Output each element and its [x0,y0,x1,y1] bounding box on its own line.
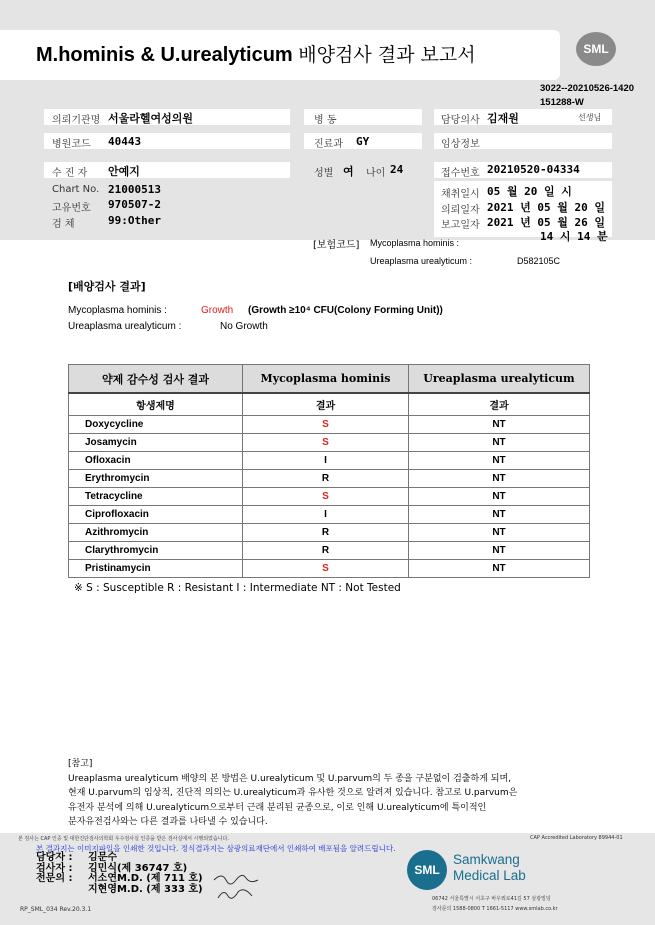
mh-result-cell: S [243,434,409,452]
uu-result-cell: NT [409,470,590,488]
footer-print-notice: 본 결과지는 이미지파일을 인쇄한 것입니다. 정식결과지는 삼광의료재단에서 인쇄하여 배포됨을 알려드립니다. [36,844,396,853]
note-line: 현재 U.parvum의 임상적, 진단적 의의는 U.urealyticum과 유사한 것으로 알려져 있습니다. 참고로 U.parvum은 [68,788,518,798]
report-date-label: 보고일자 [441,220,480,231]
chart-label: Chart No. [52,184,100,195]
drug-name: Josamycin [69,434,243,452]
table-row [69,506,590,524]
chart-value: 21000513 [108,183,161,196]
insurance-mh: Mycoplasma hominis : [370,238,460,248]
report-title: M.hominis & U.urealyticum 배양검사 결과 보고서 [36,44,476,66]
table-row [69,488,590,506]
name-label: 수 진 자 [52,168,88,179]
note-line: Ureaplasma urealyticum 배양의 본 방법은 U.urealyticum 및 U.parvum의 두 종을 구분없이 검출하게 되며, [68,773,511,784]
drug-name: Azithromycin [69,524,243,542]
table-row [69,416,590,434]
drug-name: Pristinamycin [69,560,243,578]
uu-result-cell: NT [409,416,590,434]
mh-result-cell: R [243,470,409,488]
sml-logo: SML [576,32,616,66]
report-time-value: 14 시 14 분 [540,230,608,243]
samkwang-name: Samkwang Medical Lab [453,852,526,883]
drug-name: Ciprofloxacin [69,506,243,524]
note-line: 분자유전검사와는 다른 결과를 나타낼 수 있습니다. [68,817,268,827]
doctor-suffix: 선생님 [578,113,602,122]
name-value: 안예지 [108,165,140,178]
request-label: 의뢰일자 [441,205,480,216]
table-row [69,452,590,470]
table-header-mh: Mycoplasma hominis [243,365,409,394]
table-legend: ※ S : Susceptible R : Resistant I : Intermediate NT : Not Tested [74,582,401,594]
dept-label: 진료과 [314,139,343,150]
culture-section-title: [배양검사 결과] [68,280,146,293]
footer-cap-number: CAP Accredited Laboratory 89944-01 [530,835,623,841]
ward-label: 병 동 [314,115,337,126]
mh-result-cell: R [243,542,409,560]
table-row [69,524,590,542]
table-row [69,434,590,452]
uu-result-cell: NT [409,506,590,524]
footer-cap-note: 본 검사는 CAP 인증 및 대한진단검사의학회 우수검사실 인증을 받은 검사실에서 시행되었습니다. [18,836,229,842]
specimen-label: 검 체 [52,219,75,230]
table-header-test: 약제 감수성 검사 결과 [69,365,243,394]
uu-result-cell: NT [409,560,590,578]
request-value: 2021 년 05 월 20 일 [487,201,605,214]
mh-result: Growth [201,305,234,316]
dept-value: GY [356,135,370,148]
drug-name: Ofloxacin [69,452,243,470]
insurance-code: D582105C [517,256,561,266]
table-row [69,542,590,560]
drug-name: Tetracycline [69,488,243,506]
mh-result-cell: I [243,506,409,524]
age-value: 24 [390,163,404,176]
uu-result-cell: NT [409,524,590,542]
mh-result-cell: R [243,524,409,542]
footer-address: 06742 서울특별시 서초구 바우뫼로41길 57 삼광빌딩 [432,896,551,902]
drug-name: Erythromycin [69,470,243,488]
mh-result-cell: S [243,488,409,506]
note-line: 유전자 분석에 의해 U.urealyticum으로부터 근래 분리된 균종으로, 이로 인해 U.urealyticum에 특이적인 [68,802,487,813]
drug-name: Doxycycline [69,416,243,434]
document-id: 3022--20210526-1420 151288-W [540,83,635,108]
table-header-uu: Ureaplasma urealyticum [409,365,590,394]
insurance-label: [보험코드] [313,240,360,251]
receipt-value: 20210520-04334 [487,163,580,176]
doctor-label: 담당의사 [441,115,480,126]
reference-note [68,757,588,830]
uu-result-cell: NT [409,434,590,452]
uu-label: Ureaplasma urealyticum : [68,321,182,332]
mh-detail: (Growth ≥10⁴ CFU(Colony Forming Unit)) [248,305,443,316]
table-row [69,470,590,488]
report-date-value: 2021 년 05 월 26 일 [487,216,605,229]
form-code: RP_SML_034 Rev.20.3.1 [20,906,92,913]
note-title: [참고] [68,759,93,769]
hosp-code-label: 병원코드 [52,139,91,150]
signature-image [212,870,268,904]
hospital-value: 서울라헬여성의원 [108,112,194,125]
samkwang-logo: SML [407,850,447,890]
uu-result-cell: NT [409,542,590,560]
collect-value: 05 월 20 일 시 [487,185,572,198]
uu-result: No Growth [220,321,268,332]
table-subheader-mh: 결과 [243,393,409,416]
hospital-label: 의뢰기관명 [52,115,101,126]
mh-result-cell: S [243,416,409,434]
sex-value: 여 [343,165,354,178]
susceptibility-table [68,364,590,578]
id-value: 970507-2 [108,198,161,211]
table-subheader-drug: 항생제명 [69,393,243,416]
table-row [69,560,590,578]
doctor-value: 김재원 [487,112,519,125]
mh-label: Mycoplasma hominis : [68,305,167,316]
uu-result-cell: NT [409,452,590,470]
table-subheader-uu: 결과 [409,393,590,416]
mh-result-cell: I [243,452,409,470]
footer-contact: 검사문의 1588-0800 T 1661-5117 www.smlab.co.kr [432,906,558,912]
uu-result-cell: NT [409,488,590,506]
id-label: 고유번호 [52,203,91,214]
drug-name: Clarythromycin [69,542,243,560]
clinical-label: 임상정보 [441,139,480,150]
age-label: 나이 [366,168,386,179]
hosp-code-value: 40443 [108,135,142,148]
sex-label: 성별 [314,168,334,179]
collect-label: 채취일시 [441,189,480,200]
insurance-uu: Ureaplasma urealyticum : [370,256,473,266]
mh-result-cell: S [243,560,409,578]
receipt-label: 접수번호 [441,168,480,179]
specimen-value: 99:Other [108,214,161,227]
signers-block: 담당자 : 김문수 검사자 : 김민식(제 36747 호) 전문의 : 서소연M.D. (제 711 호) 지현영M.D. (제 333 호) [36,852,203,895]
